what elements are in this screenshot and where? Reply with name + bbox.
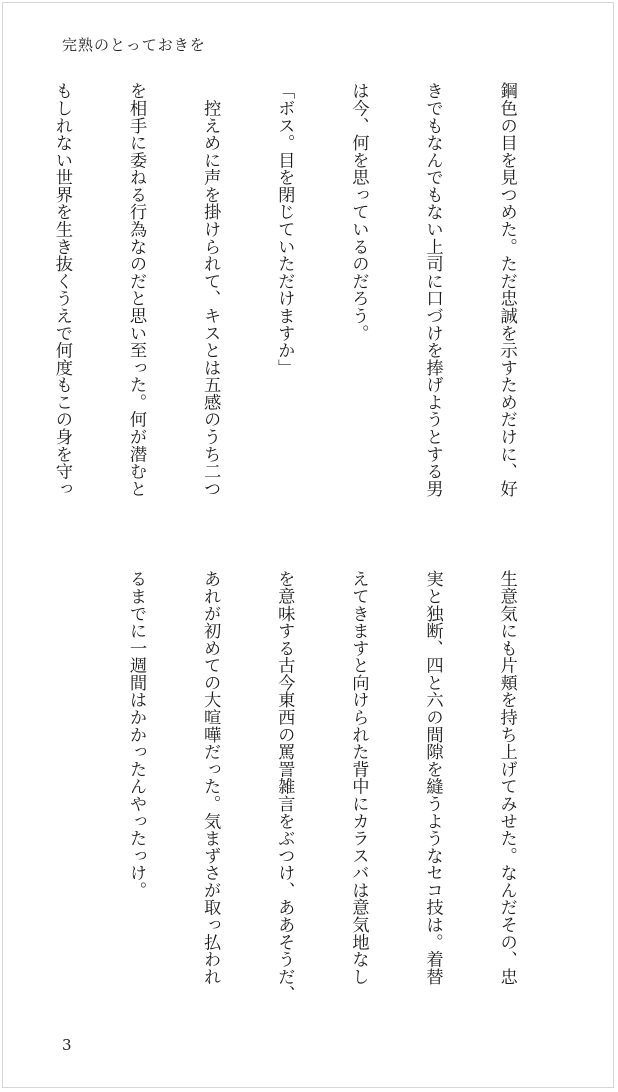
text-line: もしれない世界を生き抜くうえで何度もこの身を守っ (51, 82, 72, 497)
text-line: 実と独断、四と六の間隙を縫うようなセコ技は。着替 (422, 570, 443, 985)
text-line: 生意気にも片頬を持ち上げてみせた。なんだその、忠 (496, 570, 517, 985)
page-number: 3 (62, 1036, 72, 1054)
text-line: 鋼色の目を見つめた。ただ忠誠を示すためだけに、好 (496, 82, 517, 497)
running-header: 完熟のとっておきを (62, 36, 206, 54)
text-line: えてきますと向けられた背中にカラスバは意気地なし (348, 570, 369, 985)
text-line: を意味する古今東西の罵詈雑言をぶつけ、ああそうだ、 (274, 570, 295, 1003)
text-line: るまでに一週間はかかったんやったっけ。 (126, 570, 147, 899)
text-line: あれが初めての大喧嘩だった。気まずさが取っ払われ (200, 570, 221, 985)
text-line: きでもなんでもない上司に口づけを捧げようとする男 (422, 82, 443, 497)
blank-line (49, 570, 74, 1010)
text-line: 「ボス。目を閉じていただけますか」 (274, 82, 295, 376)
text-line: は今、何を思っているのだろう。 (348, 82, 369, 342)
text-line: を相手に委ねる行為なのだと思い至った。何が潜むと (126, 82, 147, 497)
text-block-bottom (0, 570, 568, 1010)
text-line: 控えめに声を掛けられて、キスとは五感のうち二つ (200, 82, 221, 497)
text-block-top (0, 82, 568, 522)
